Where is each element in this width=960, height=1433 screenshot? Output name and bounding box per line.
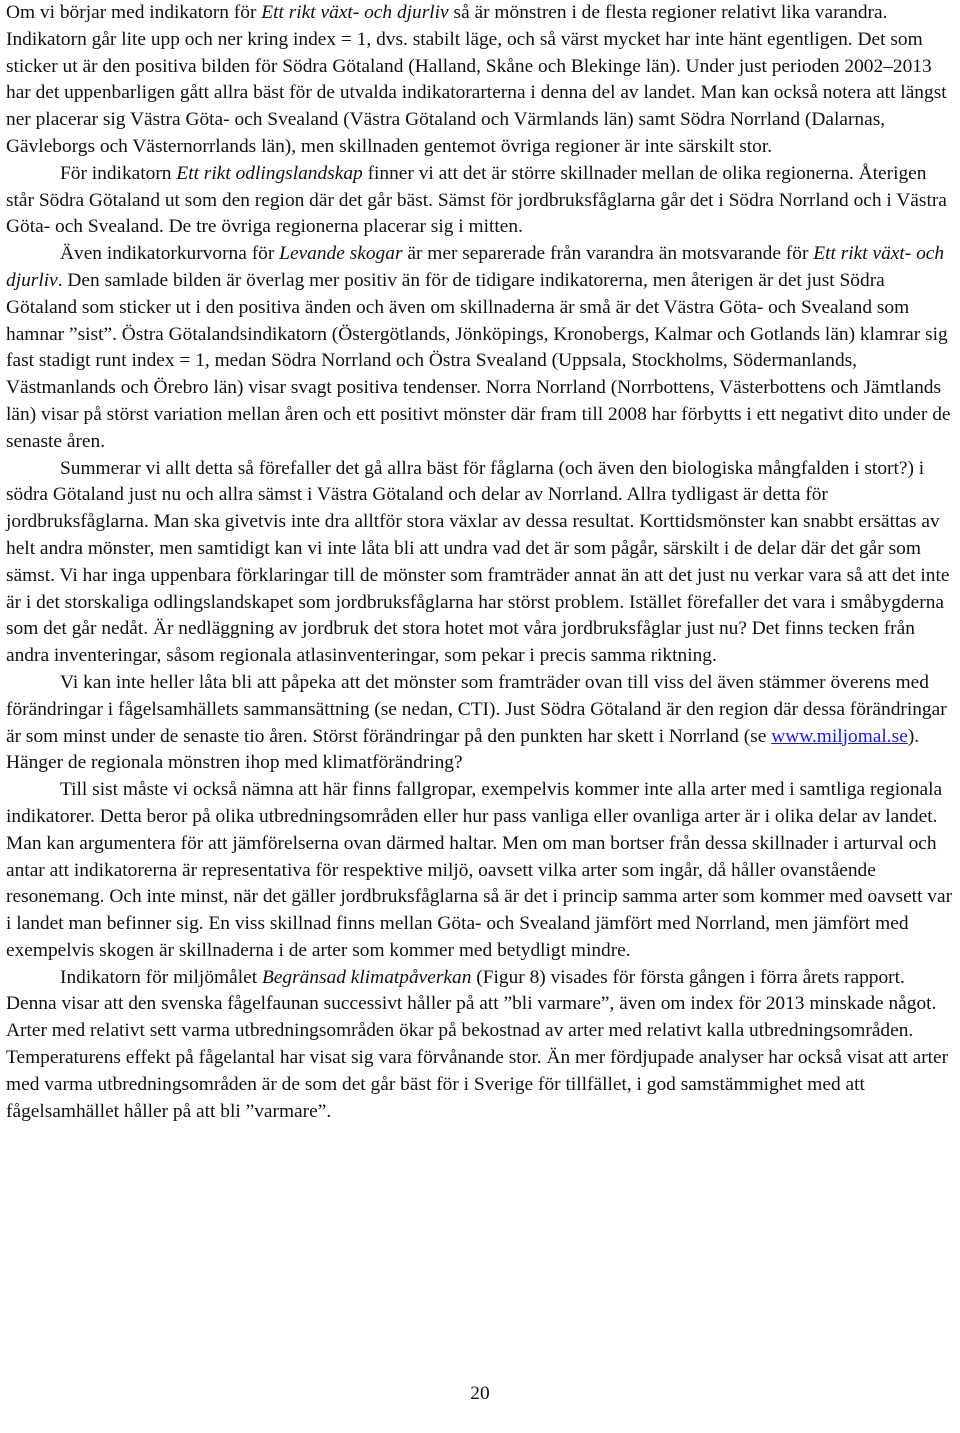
paragraph-text: så är mönstren i de flesta regioner relativt lika varandra. Indikatorn går lite upp och ner kring index = 1, dvs. stabilt läge, och så värst mycket har inte hänt egentligen. Det som sticker ut är den positiva bilden för Södra Götaland (Halland, Skåne och Blekinge län). Under just perioden 2002–2013 har det uppenbarligen gått allra bäst för de utvalda indikatorarterna i denna del av landet. Man kan också notera att längst ner placerar sig Västra Göta- och Svealand (Västra Götaland och Värmlands län) samt Södra Norrland (Dalarnas, Gävleborgs och Västernorrlands län), men skillnaden gentemot övriga regioner är inte särskilt stor.	[6, 2, 947, 157]
paragraph	[6, 241, 958, 455]
paragraph-text: finner vi att det är större skillnader mellan de olika regionerna. Återigen står Södra Götaland ut som den region där det går bäst. Sämst för jordbruksfåglarna går det i Södra Norrland och i Västra Göta- och Svealand. De tre övriga regionerna placerar sig i mitten.	[6, 162, 947, 238]
paragraph-text: Indikatorn för miljömålet	[60, 966, 262, 988]
page-number: 20	[470, 1383, 490, 1404]
paragraph	[6, 161, 958, 241]
paragraph-text: Till sist måste vi också nämna att här finns fallgropar, exempelvis kommer inte alla arter med i samtliga regionala indikatorer. Detta beror på olika utbredningsområden eller hur pass vanliga eller ovanliga arter är i olika delar av landet. Man kan argumentera för att jämförelserna ovan därmed haltar. Men om man bortser från dessa skillnader i arturval och antar att indikatorerna är representativa för respektive miljö, oavsett vilka arter som ingår, då håller ovanstående resonemang. Och inte minst, när det gäller jordbruksfåglarna så är det i princip samma arter som kommer med oavsett var i landet man befinner sig. En viss skillnad finns mellan Göta- och Svealand jämfört med Norrland, men jämfört med exempelvis skogen är skillnaderna i de arter som kommer med betydligt mindre.	[6, 779, 953, 961]
paragraph-text: För indikatorn	[60, 162, 177, 184]
italic-title: Begränsad klimatpåverkan	[261, 966, 472, 988]
paragraph-text: är mer separerade från varandra än motsvarande för	[402, 243, 814, 265]
paragraph-text: Om vi börjar med indikatorn för	[6, 2, 262, 23]
italic-title: Levande skogar	[279, 243, 403, 265]
paragraph-text: (Figur 8) visades för första gången i förra årets rapport. Denna visar att den svenska fågelfaunan successivt håller på att ”bli varmare”, även om index för 2013 minskade något. Arter med relativt sett varma utbredningsområden ökar på bekostnad av arter med relativt kalla utbredningsområden. Temperaturens effekt på fågelantal har visat sig vara förvånande stor. Än mer fördjupade analyser har också visat att arter med varma utbredningsområden är de som det går bäst för i Sverige för tillfället, i god samstämmighet med att fågelsamhället håller på att bli ”varmare”.	[6, 966, 949, 1122]
paragraph	[6, 0, 958, 161]
paragraph	[6, 777, 958, 965]
paragraph-text: Summerar vi allt detta så förefaller det gå allra bäst för fåglarna (och även den biologiska mångfalden i stort?) i södra Götaland just nu och allra sämst i Västra Götaland och delar av Norrland. Allra tydligast är detta för jordbruksfåglarna. Man ska givetvis inte dra alltför stora växlar av dessa resultat. Korttidsmönster kan snabbt ersättas av helt andra mönster, men samtidigt kan vi inte låta bli att undra vad det är som pågår, särskilt i de delar där det går som sämst. Vi har inga uppenbara förklaringar till de mönster som framträder annat än att det just nu verkar vara så att det inte är i det storskaliga odlingslandskapet som jordbruksfåglarna har störst problem. Istället förefaller det vara i småbygderna som det går nedåt. Är nedläggning av jordbruk det stora hotet mot våra jordbruksfåglar just nu? Det finns tecken från andra inventeringar, såsom regionala atlasinventeringar, som pekar i precis samma riktning.	[6, 457, 950, 667]
italic-title: Ett rikt växt- och djurliv	[261, 2, 449, 23]
paragraph-text: Även indikatorkurvorna för	[60, 243, 280, 265]
italic-title: Ett rikt växt- och djurliv	[6, 243, 945, 291]
document-body	[6, 0, 958, 1125]
paragraph-text: Vi kan inte heller låta bli att påpeka att det mönster som framträder ovan till viss del även stämmer överens med förändringar i fågelsamhällets sammansättning (se nedan, CTI). Just Södra Götaland är den region där dessa förändringar är som minst under de senaste tio åren. Störst förändringar på den punkten har skett i Norrland (se	[6, 671, 947, 747]
paragraph	[6, 670, 958, 777]
italic-title: Ett rikt odlingslandskap	[176, 162, 363, 184]
miljomal-link[interactable]: www.miljomal.se	[771, 725, 908, 747]
paragraph	[6, 456, 958, 670]
paragraph-text: . Den samlade bilden är överlag mer positiv än för de tidigare indikatorerna, men återigen är det just Södra Götaland som sticker ut i den positiva änden och även om skillnaderna är små är det Västra Göta- och Svealand som hamnar ”sist”. Östra Götalandsindikatorn (Östergötlands, Jönköpings, Kronobergs, Kalmar och Gotlands län) klamrar sig fast stadigt runt index = 1, medan Södra Norrland och Östra Svealand (Uppsala, Stockholms, Södermanlands, Västmanlands och Örebro län) visar svagt positiva tendenser. Norra Norrland (Norrbottens, Västerbottens och Jämtlands län) visar på störst variation mellan åren och ett positivt mönster där fram till 2008 har förbytts i ett negativt dito under de senaste åren.	[6, 269, 951, 452]
paragraph	[6, 965, 958, 1126]
paragraph-text: ). Hänger de regionala mönstren ihop med klimatförändring?	[6, 725, 920, 774]
